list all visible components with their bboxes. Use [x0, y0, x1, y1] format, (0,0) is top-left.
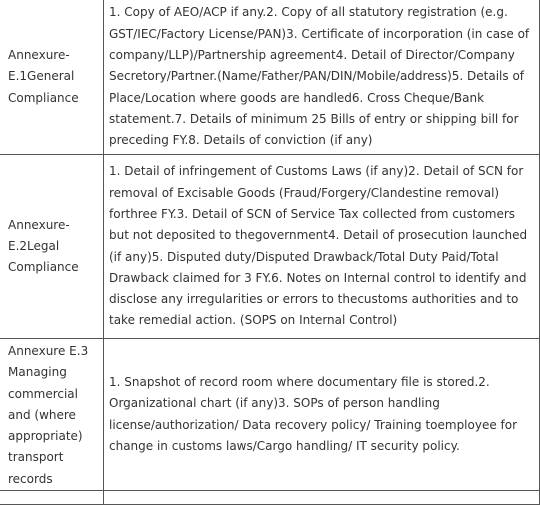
- table-row: [0, 0, 540, 155]
- table-row-partial: [0, 491, 540, 505]
- annexure-details: 1. Detail of infringement of Customs Laws (if any)2. Detail of SCN for removal of Excisable Goods (Fraud/Forgery/Clandestine removal) forthree FY.3. Detail of SCN of Service Tax collected from customers but not deposited to thegovernment4. Detail of prosecution launched (if any)5. Disputed duty/Disputed Drawback/Total Duty Paid/Total Drawback claimed for 3 FY.6. Notes on Internal control to identify and disclose any irregularities or errors to thecustoms authorities and to take remedial action. (SOPS on Internal Control): [104, 155, 540, 339]
- empty-cell: [0, 491, 104, 505]
- empty-cell: [104, 491, 540, 505]
- annexure-label: Annexure E.3 Managing commercial and (where appropriate) transport records: [0, 339, 104, 491]
- table-row: [0, 339, 540, 491]
- annexure-details: 1. Copy of AEO/ACP if any.2. Copy of all statutory registration (e.g. GST/IEC/Factory License/PAN)3. Certificate of incorporation (in case of company/LLP)/Partnership agreement4. Detail of Director/Company Secretory/Partner.(Name/Father/PAN/DIN/Mobile/address)5. Details of Place/Location where goods are handled6. Cross Cheque/Bank statement.7. Details of minimum 25 Bills of entry or shipping bill for preceding FY.8. Details of conviction (if any): [104, 0, 540, 155]
- annexure-label: Annexure-E.2Legal Compliance: [0, 155, 104, 339]
- annexure-details: 1. Snapshot of record room where documentary file is stored.2. Organizational chart (if any)3. SOPs of person handling license/authorization/ Data recovery policy/ Training toemployee for change in customs laws/Cargo handling/ IT security policy.: [104, 339, 540, 491]
- annexure-label: Annexure-E.1General Compliance: [0, 0, 104, 155]
- table-row: [0, 155, 540, 339]
